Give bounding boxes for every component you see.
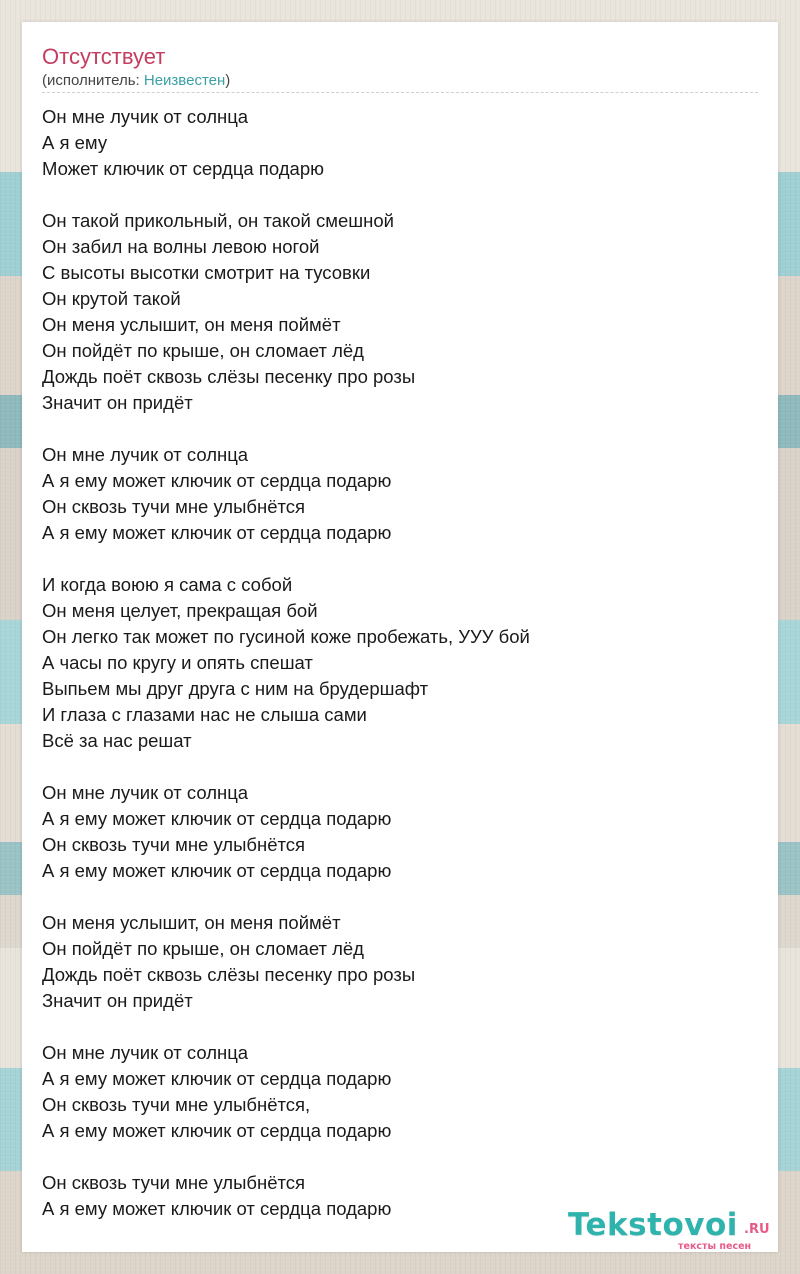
title-divider [42,92,758,93]
logo-tld: .RU [744,1222,770,1237]
song-title: Отсутствует [42,44,166,69]
logo-name: Tekstovoi [568,1207,738,1243]
site-logo-watermark [568,1208,778,1252]
artist-link[interactable]: Неизвестен [143,72,226,89]
lyrics-text: Он мне лучик от солнца А я ему Может ключик от сердца подарю Он такой прикольный, он такой смешной Он забил на волны левою ногой С высоты высотки смотрит на тусовки Он крутой такой Он меня услышит, он меня поймёт Он пойдёт по крыше, он сломает лёд Дождь поёт сквозь слёзы песенку про розы Значит он придёт Он мне лучик от солнца А я ему может ключик от сердца подарю Он сквозь тучи мне улыбнётся А я ему может ключик от сердца подарю И когда воюю я сама с собой Он меня целует, прекращая бой Он легко так может по гусиной коже пробежать, УУУ бой А часы по кругу и опять спешат Выпьем мы друг друга с ним на брудершафт И глаза с глазами нас не слыша сами Всё за нас решат Он мне лучик от солнца А я ему может ключик от сердца подарю Он сквозь тучи мне улыбнётся А я ему может ключик от сердца подарю Он меня услышит, он меня поймёт Он пойдёт по крыше, он сломает лёд Дождь поёт сквозь слёзы песенку про розы Значит он придёт Он мне лучик от солнца А я ему может ключик от сердца подарю Он сквозь тучи мне улыбнётся, А я ему может ключик от сердца подарю Он сквозь тучи мне улыбнётся А я ему может ключик от сердца подарю [42,106,530,1219]
artist-line [42,72,230,90]
artist-prefix: (исполнитель: [42,72,144,89]
lyrics-card [22,22,778,1252]
logo-tagline: тексты песен [678,1241,752,1252]
artist-suffix: ) [225,72,231,89]
